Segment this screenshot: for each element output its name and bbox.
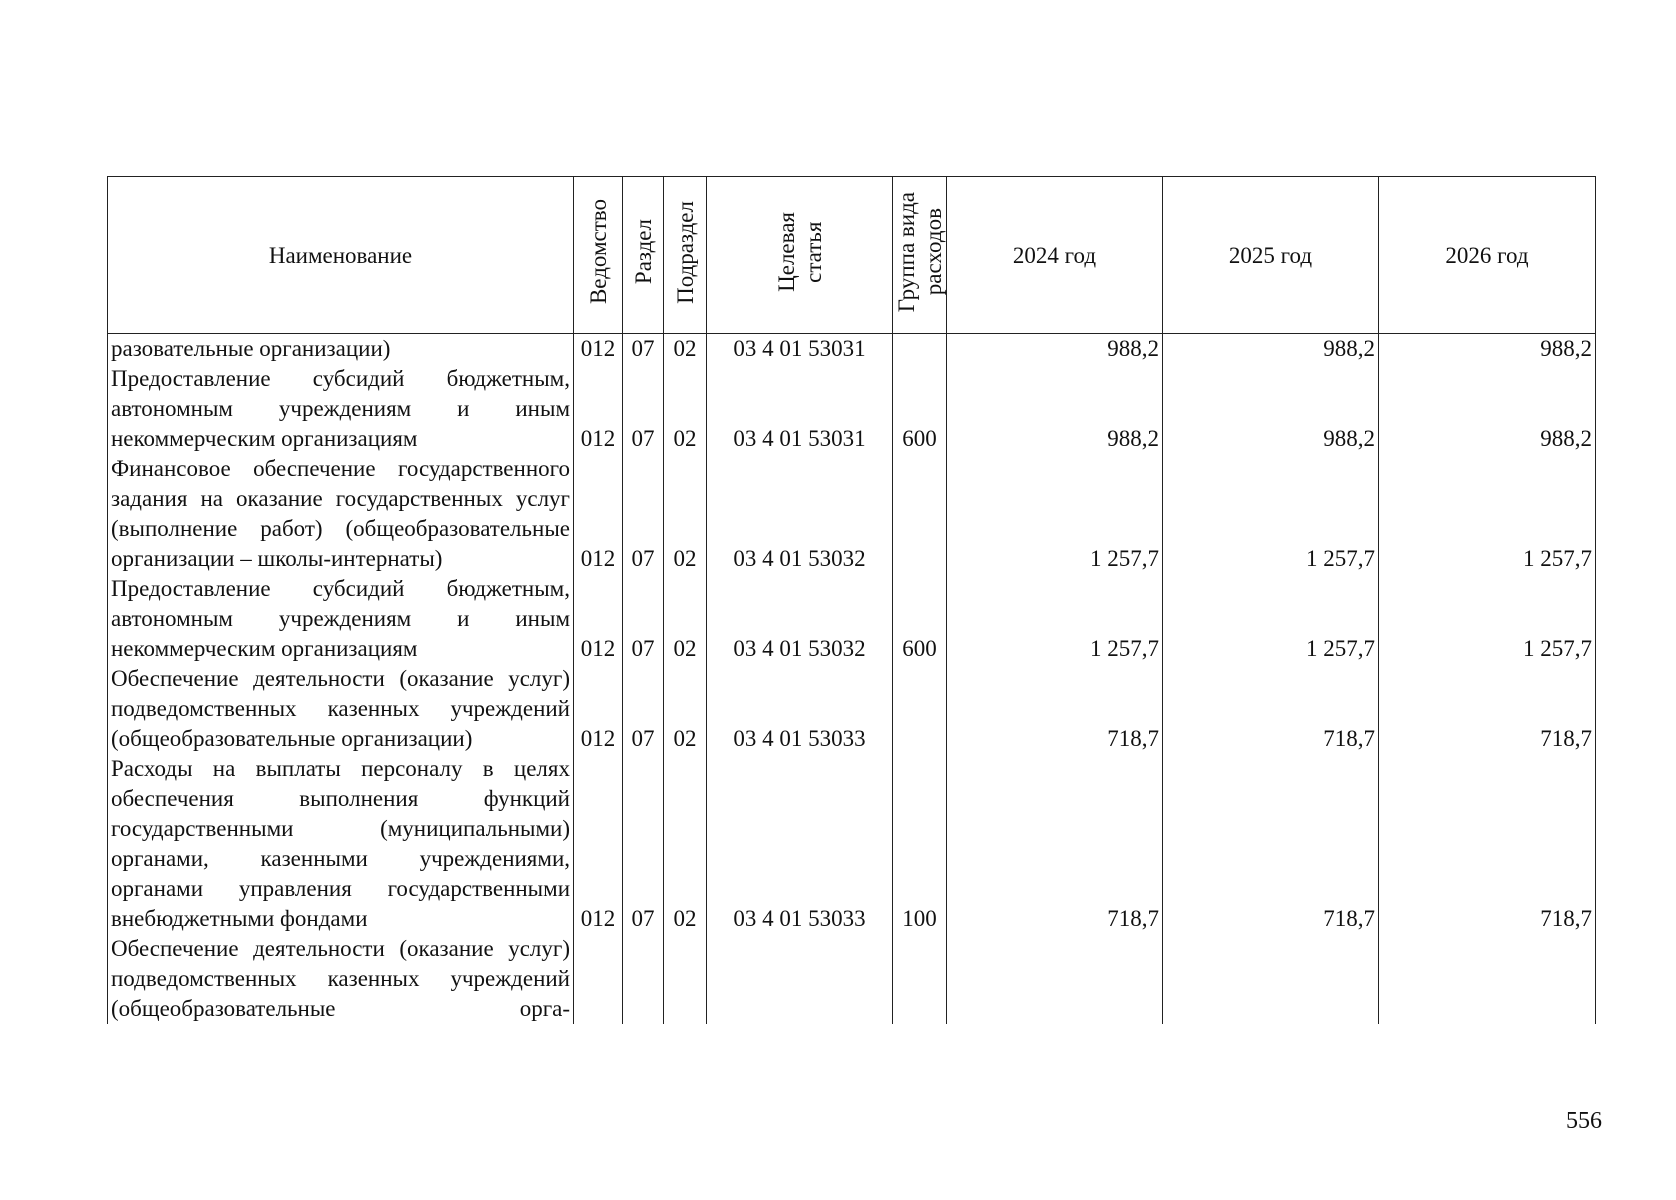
row-name: Обеспечение деятельности (оказание услуг) подведомственных казенных учреждений (общеобразовательные организации) (108, 664, 574, 754)
header-vedomstvo: Ведомство (574, 177, 623, 334)
row-vid-rashodov: 600 (893, 574, 947, 664)
row-vedomstvo: 012 (574, 364, 623, 454)
header-2026: 2026 год (1379, 177, 1596, 334)
row-2026: 1 257,7 (1379, 574, 1596, 664)
row-name: Предоставление субсидий бюджетным, автономным учреждениям и иным некоммерческим организациям (108, 574, 574, 664)
row-razdel: 07 (623, 754, 664, 934)
row-celevaya-statya: 03 4 01 53032 (707, 454, 893, 574)
header-gruppa-vida-rashodov: Группа вида расходов (893, 177, 947, 334)
row-2024 (947, 934, 1163, 1024)
row-podrazdel: 02 (664, 454, 707, 574)
row-2026 (1379, 934, 1596, 1024)
table-row (108, 574, 1596, 664)
row-podrazdel: 02 (664, 334, 707, 365)
row-razdel: 07 (623, 364, 664, 454)
row-vedomstvo: 012 (574, 334, 623, 365)
row-2025: 988,2 (1163, 364, 1379, 454)
row-vid-rashodov: 100 (893, 754, 947, 934)
table-row (108, 364, 1596, 454)
row-2025 (1163, 934, 1379, 1024)
row-2026: 718,7 (1379, 664, 1596, 754)
row-2025: 718,7 (1163, 664, 1379, 754)
row-2026: 988,2 (1379, 364, 1596, 454)
row-2026: 1 257,7 (1379, 454, 1596, 574)
table-row (108, 334, 1596, 365)
row-podrazdel: 02 (664, 664, 707, 754)
row-podrazdel: 02 (664, 364, 707, 454)
row-celevaya-statya: 03 4 01 53032 (707, 574, 893, 664)
row-vedomstvo: 012 (574, 664, 623, 754)
row-celevaya-statya: 03 4 01 53031 (707, 334, 893, 365)
row-vid-rashodov (893, 664, 947, 754)
row-vid-rashodov: 600 (893, 364, 947, 454)
row-2024: 1 257,7 (947, 454, 1163, 574)
row-celevaya-statya: 03 4 01 53033 (707, 754, 893, 934)
row-vid-rashodov (893, 934, 947, 1024)
row-vid-rashodov (893, 334, 947, 365)
row-podrazdel (664, 934, 707, 1024)
row-2025: 1 257,7 (1163, 454, 1379, 574)
row-name: Расходы на выплаты персоналу в целях обеспечения выполнения функций государственными (муниципальными) органами, казенными учреждениями, органами управления государственными внебюджетными фондами (108, 754, 574, 934)
row-name: Предоставление субсидий бюджетным, автономным учреждениям и иным некоммерческим организациям (108, 364, 574, 454)
row-razdel: 07 (623, 334, 664, 365)
table-row (108, 454, 1596, 574)
row-vedomstvo (574, 934, 623, 1024)
page-number: 556 (1566, 1108, 1602, 1134)
header-celevaya-statya: Целевая статья (707, 177, 893, 334)
table-row (108, 664, 1596, 754)
row-2024: 718,7 (947, 754, 1163, 934)
row-razdel: 07 (623, 574, 664, 664)
row-2026: 988,2 (1379, 334, 1596, 365)
budget-table (107, 176, 1596, 1024)
table-header-row (108, 177, 1596, 334)
row-2026: 718,7 (1379, 754, 1596, 934)
row-vedomstvo: 012 (574, 454, 623, 574)
row-2024: 1 257,7 (947, 574, 1163, 664)
header-podrazdel: Подраздел (664, 177, 707, 334)
row-podrazdel: 02 (664, 754, 707, 934)
row-razdel (623, 934, 664, 1024)
row-name: разовательные организации) (108, 334, 574, 365)
row-razdel: 07 (623, 454, 664, 574)
row-2025: 718,7 (1163, 754, 1379, 934)
row-2024: 718,7 (947, 664, 1163, 754)
table-row (108, 934, 1596, 1024)
header-2024: 2024 год (947, 177, 1163, 334)
row-2025: 988,2 (1163, 334, 1379, 365)
row-podrazdel: 02 (664, 574, 707, 664)
row-vedomstvo: 012 (574, 574, 623, 664)
row-2024: 988,2 (947, 364, 1163, 454)
row-celevaya-statya (707, 934, 893, 1024)
row-vedomstvo: 012 (574, 754, 623, 934)
row-2024: 988,2 (947, 334, 1163, 365)
table-row (108, 754, 1596, 934)
row-name: Финансовое обеспечение государственного задания на оказание государственных услуг (выполнение работ) (общеобразовательные организации – школы-интернаты) (108, 454, 574, 574)
header-2025: 2025 год (1163, 177, 1379, 334)
row-vid-rashodov (893, 454, 947, 574)
header-razdel: Раздел (623, 177, 664, 334)
row-razdel: 07 (623, 664, 664, 754)
row-celevaya-statya: 03 4 01 53031 (707, 364, 893, 454)
row-name: Обеспечение деятельности (оказание услуг) подведомственных казенных учреждений (общеобразовательные орга- (108, 934, 574, 1024)
header-name: Наименование (108, 177, 574, 334)
row-celevaya-statya: 03 4 01 53033 (707, 664, 893, 754)
row-2025: 1 257,7 (1163, 574, 1379, 664)
